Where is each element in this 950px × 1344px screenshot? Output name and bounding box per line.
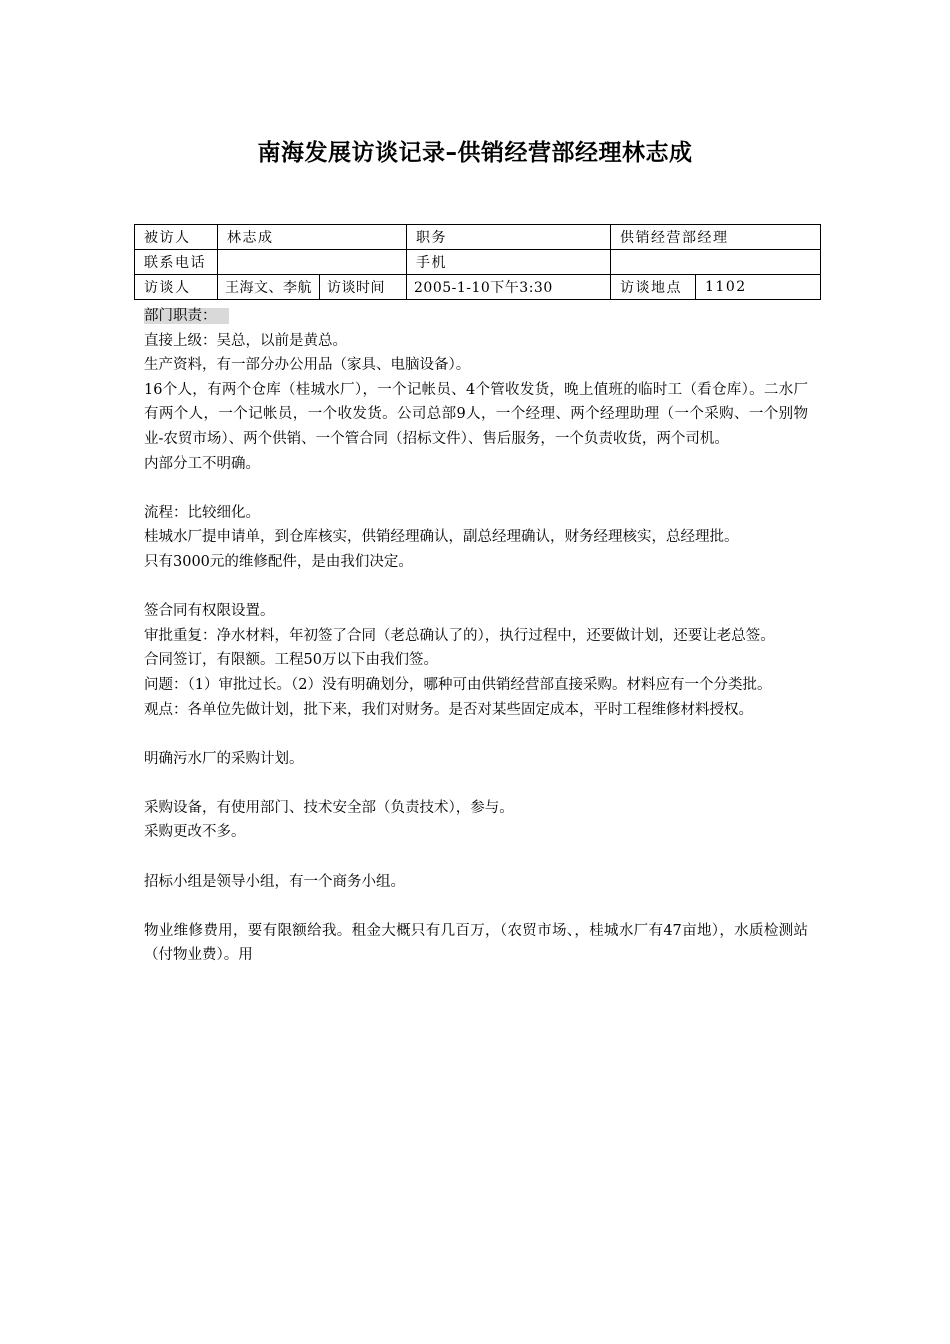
place-value: 1102 [696,275,821,300]
paragraph: 物业维修费用，要有限额给我。租金大概只有几百万，（农贸市场、，桂城水厂有47亩地），水质检测站（付物业费）。用 [144,922,808,964]
paragraph [144,304,808,329]
paragraph: 流程：比较细化。 [144,504,260,521]
paragraph: 直接上级：吴总，以前是黄总。 [144,332,347,349]
paragraph: 桂城水厂提申请单，到仓库核实，供销经理确认，副总经理确认，财务经理核实，总经理批。 [144,529,739,546]
paragraph: 观点：各单位先做计划，批下来，我们对财务。是否对某些固定成本，平时工程维修材料授权。 [144,701,753,718]
interviewer-value: 王海文、李航 [218,275,320,300]
interview-info-table [134,224,821,300]
mobile-label: 手机 [407,250,611,275]
paragraph: 审批重复：净水材料，年初签了合同（老总确认了的），执行过程中，还要做计划，还要让老总签。 [144,627,775,644]
time-value: 2005-1-10下午3:30 [407,275,611,300]
blank-line [144,894,808,919]
paragraph: 明确污水厂的采购计划。 [144,750,304,767]
table-row [135,250,821,275]
paragraph: 16个人，有两个仓库（桂城水厂），一个记帐员、4个管收发货，晚上值班的临时工（看仓库）。二水厂有两个人，一个记帐员，一个收发货。公司总部9人，一个经理、两个经理助理（一个采购、一个别物业-农贸市场）、两个供销、一个管合同（招标文件）、售后服务，一个负责收货，两个司机。 [144,381,808,447]
paragraph: 合同签订，有限额。工程50万以下由我们签。 [144,652,438,669]
paragraph: 签合同有权限设置。 [144,603,275,620]
paragraph: 问题：（1）审批过长。（2）没有明确划分，哪种可由供销经营部直接采购。材料应有一个分类批。 [144,676,772,693]
mobile-value [611,250,821,275]
paragraph: 生产资料，有一部分办公用品（家具、电脑设备）。 [144,357,471,374]
time-label: 访谈时间 [320,275,407,300]
blank-line [144,476,808,501]
section-heading: 部门职责： [144,308,229,324]
interview-notes [144,304,808,968]
blank-line [144,722,808,747]
paragraph: 采购设备，有使用部门、技术安全部（负责技术），参与。 [144,799,514,816]
interviewee-label: 被访人 [135,225,218,250]
position-label: 职务 [407,225,611,250]
blank-line [144,845,808,870]
blank-line [144,575,808,600]
table-row [135,275,821,300]
page-title: 南海发展访谈记录–供销经营部经理林志成 [257,140,693,166]
place-label: 访谈地点 [611,275,696,300]
paragraph: 采购更改不多。 [144,824,246,841]
paragraph: 招标小组是领导小组，有一个商务小组。 [144,873,405,890]
paragraph: 只有3000元的维修配件，是由我们决定。 [144,553,413,570]
table-row [135,225,821,250]
paragraph: 内部分工不明确。 [144,455,260,472]
blank-line [144,771,808,796]
phone-value [218,250,407,275]
interviewer-label: 访谈人 [135,275,218,300]
position-value: 供销经营部经理 [611,225,821,250]
interviewee-value: 林志成 [218,225,407,250]
phone-label: 联系电话 [135,250,218,275]
